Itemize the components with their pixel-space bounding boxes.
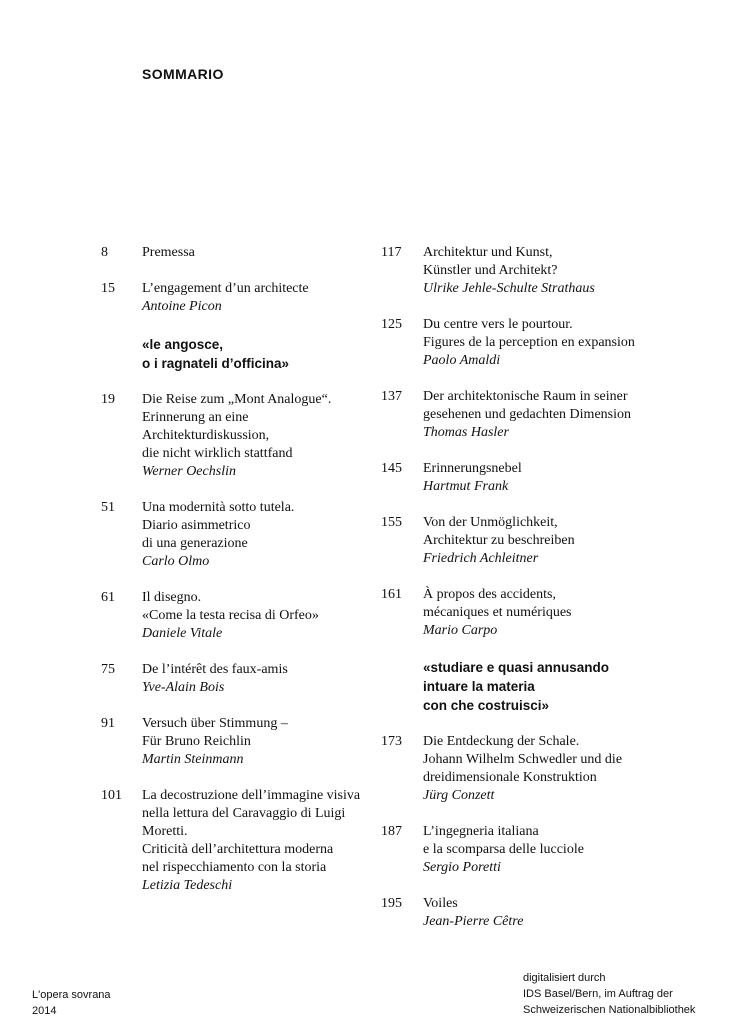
toc-entry[interactable] xyxy=(101,391,351,481)
toc-entry-title-line: L’ingegneria italiana xyxy=(423,824,539,839)
toc-entry[interactable] xyxy=(101,499,351,571)
toc-entry-title-line: nella lettura del Caravaggio di Luigi xyxy=(142,806,346,821)
toc-entry[interactable] xyxy=(101,715,351,769)
toc-entry[interactable] xyxy=(101,280,351,316)
section-heading-line: intuare la materia xyxy=(423,679,535,694)
toc-entry-title-line: Il disegno. xyxy=(142,590,202,605)
toc-entry-title-line: Künstler und Architekt? xyxy=(423,263,558,278)
footer-note-line: Schweizerischen Nationalbibliothek xyxy=(523,1004,696,1016)
toc-entry-author: Paolo Amaldi xyxy=(423,353,501,368)
toc-entry-title-line: nel rispecchiamento con la storia xyxy=(142,860,327,875)
toc-entry[interactable] xyxy=(101,589,351,643)
toc-page-number: 137 xyxy=(381,389,402,404)
toc-entry-title-line: Die Reise zum „Mont Analogue“. xyxy=(142,392,332,407)
toc-page-number: 15 xyxy=(101,281,115,296)
toc-entry-author: Thomas Hasler xyxy=(423,425,509,440)
toc-entry[interactable] xyxy=(381,823,711,877)
toc-page-number: 195 xyxy=(381,896,402,911)
footer-digitization-note xyxy=(523,970,695,1018)
section-heading-text xyxy=(142,335,351,373)
toc-entry-author: Martin Steinmann xyxy=(142,752,244,767)
section-heading-line: «studiare e quasi annusando xyxy=(423,660,610,675)
section-heading xyxy=(381,658,711,715)
toc-entry-title-line: Una modernità sotto tutela. xyxy=(142,500,295,515)
toc-entry[interactable] xyxy=(381,514,711,568)
toc-entry-title-line: Architektur zu beschreiben xyxy=(423,533,575,548)
toc-entry[interactable] xyxy=(101,787,361,895)
toc-entry[interactable] xyxy=(381,316,711,370)
toc-column-left xyxy=(101,226,361,895)
toc-entry-author: Hartmut Frank xyxy=(423,479,509,494)
toc-entry-title-line: di una generazione xyxy=(142,536,248,551)
toc-entry-title-line: Criticità dell’architettura moderna xyxy=(142,842,334,857)
section-heading-line: o i ragnateli d’officina» xyxy=(142,356,290,371)
section-heading-line: «le angosce, xyxy=(142,337,224,352)
toc-entry-author: Letizia Tedeschi xyxy=(142,878,233,893)
toc-entry-title-line: e la scomparsa delle lucciole xyxy=(423,842,584,857)
toc-entry-title-line: Versuch über Stimmung – xyxy=(142,716,288,731)
toc-entry-title-line: L’engagement d’un architecte xyxy=(142,281,309,296)
toc-page-number: 91 xyxy=(101,716,115,731)
toc-entry-title-line: Architektur und Kunst, xyxy=(423,245,553,260)
toc-entry-title-line: Figures de la perception en expansion xyxy=(423,335,635,350)
toc-entry-title-line: À propos des accidents, xyxy=(423,587,556,602)
toc-entry[interactable] xyxy=(381,733,711,805)
toc-entry-author: Yve-Alain Bois xyxy=(142,680,225,695)
footer-year: 2014 xyxy=(32,1005,57,1017)
toc-entry[interactable] xyxy=(101,244,351,262)
toc-entry-author: Mario Carpo xyxy=(423,623,498,638)
toc-page-number: 101 xyxy=(101,788,122,803)
toc-entry-title-line: Du centre vers le pourtour. xyxy=(423,317,573,332)
toc-entry-title-line: Die Entdeckung der Schale. xyxy=(423,734,580,749)
toc-entry-title-line: Von der Unmöglichkeit, xyxy=(423,515,558,530)
toc-entry-author: Jean-Pierre Cêtre xyxy=(423,914,524,929)
toc-entry-title-line: Voiles xyxy=(423,896,458,911)
toc-entry-title-line: Johann Wilhelm Schwedler und die xyxy=(423,752,623,767)
toc-page-number: 19 xyxy=(101,392,115,407)
toc-entry-title-line: Der architektonische Raum in seiner xyxy=(423,389,628,404)
footer-citation xyxy=(32,987,111,1019)
toc-entry-author: Sergio Poretti xyxy=(423,860,501,875)
toc-page-number: 187 xyxy=(381,824,402,839)
toc-entry-author: Ulrike Jehle-Schulte Strathaus xyxy=(423,281,595,296)
toc-page-number: 145 xyxy=(381,461,402,476)
toc-column-right xyxy=(381,226,711,931)
toc-entry[interactable] xyxy=(381,388,711,442)
toc-entry-title-line: Erinnerungsnebel xyxy=(423,461,522,476)
toc-entry-title-line: Moretti. xyxy=(142,824,188,839)
toc-entry-title-line: «Come la testa recisa di Orfeo» xyxy=(142,608,319,623)
toc-entry[interactable] xyxy=(381,895,711,931)
toc-entry-title-line: Premessa xyxy=(142,245,195,260)
toc-entry-title-line: gesehenen und gedachten Dimension xyxy=(423,407,631,422)
toc-entry-author: Antoine Picon xyxy=(142,299,222,314)
toc-page-number: 61 xyxy=(101,590,115,605)
toc-entry-author: Werner Oechslin xyxy=(142,464,236,479)
toc-entry-title-line: Architekturdiskussion, xyxy=(142,428,270,443)
toc-page-number: 155 xyxy=(381,515,402,530)
toc-entry-author: Jürg Conzett xyxy=(423,788,495,803)
toc-entry[interactable] xyxy=(381,460,711,496)
toc-entry-title-line: die nicht wirklich stattfand xyxy=(142,446,293,461)
toc-entry-author: Daniele Vitale xyxy=(142,626,223,641)
toc-entry-title-line: dreidimensionale Konstruktion xyxy=(423,770,597,785)
toc-entry[interactable] xyxy=(101,661,351,697)
toc-page-number: 161 xyxy=(381,587,402,602)
toc-entry[interactable] xyxy=(381,244,711,298)
toc-entry-author: Friedrich Achleitner xyxy=(423,551,539,566)
toc-page-number: 75 xyxy=(101,662,115,677)
toc-entry-title-line: Diario asimmetrico xyxy=(142,518,251,533)
toc-entry-title-line: mécaniques et numériques xyxy=(423,605,572,620)
toc-entry-author: Carlo Olmo xyxy=(142,554,210,569)
footer-publication-title: L'opera sovrana xyxy=(32,989,111,1001)
toc-page-number: 51 xyxy=(101,500,115,515)
toc-page-number: 8 xyxy=(101,245,108,260)
toc-entry-title-line: Für Bruno Reichlin xyxy=(142,734,251,749)
toc-entry-title-line: Erinnerung an eine xyxy=(142,410,249,425)
toc-page-number: 173 xyxy=(381,734,402,749)
toc-page-number: 117 xyxy=(381,245,402,260)
footer-note-line: digitalisiert durch xyxy=(523,972,606,984)
toc-entry[interactable] xyxy=(381,586,711,640)
toc-page-number: 125 xyxy=(381,317,402,332)
footer-note-line: IDS Basel/Bern, im Auftrag der xyxy=(523,988,673,1000)
toc-entry-title-line: De l’intérêt des faux-amis xyxy=(142,662,288,677)
section-heading-line: con che costruisci» xyxy=(423,698,550,713)
page-title: SOMMARIO xyxy=(142,66,224,82)
section-heading-text xyxy=(423,658,711,715)
section-heading xyxy=(101,335,351,373)
toc-entry-title-line: La decostruzione dell’immagine visiva xyxy=(142,788,361,803)
